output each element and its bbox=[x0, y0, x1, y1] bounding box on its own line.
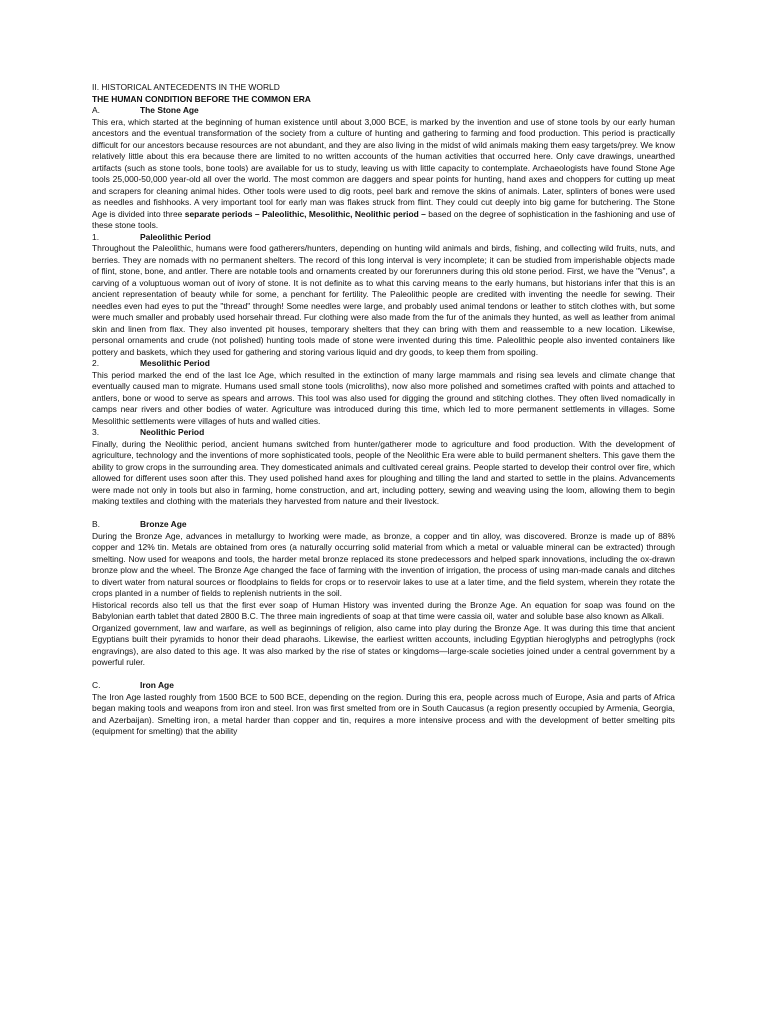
paleolithic-paragraph: Throughout the Paleolithic, humans were food gatherers/hunters, depending on hunting wild animals and birds, fishing, and collecting wild fruits, nuts, and berries. They are nomads with no permanent shelters. The record of this long interval is very incomplete; it can be studied from imperishable objects made of flint, stone, bone, and antler. There are notable tools and ornaments created by our forerunners during this old stone period. First, we have the "Venus", a carving of a voluptuous woman out of ivory of stone. It is not definite as to what this carving means to the early humans, but historians infer that this is an ancient representation of beauty while for some, a penchant for fertility. The Paleolithic people are credited with inventing the needle for sewing. Their needles even had eyes to put the "thread" through! Some needles were large, and probably used animal tendons or leather to stitch clothes with, but some were much smaller and probably used horsehair thread. Fur clothing were also made from the fur of the animals they hunted, as well as leather from animal skin and linen from flax. They also invented pit houses, temporary shelters that they can bring with them and reassemble to a new location. Likewise, personal ornaments and crude (not polished) hunting tools made of stone were invented during this time. Paleolithic people also invented containers like pottery and baskets, which they used for gathering and storing various liquid and dry goods, to keep them from spoiling. bbox=[92, 243, 675, 357]
iron-age-heading bbox=[92, 680, 675, 692]
bronze-age-heading bbox=[92, 519, 675, 531]
spacer bbox=[92, 669, 675, 681]
neolithic-title: Neolithic Period bbox=[140, 427, 205, 437]
iron-age-title: Iron Age bbox=[140, 680, 174, 690]
mesolithic-number: 2. bbox=[92, 358, 100, 368]
bronze-age-paragraph-2: Historical records also tell us that the first ever soap of Human History was invented during the Bronze Age. An equation for soap was found on the Babylonian earth tablet that dated 2800 B.C. The three main ingredients of soap at that time were cassia oil, water and soluble base also known as Alkali. bbox=[92, 599, 675, 621]
section-heading: THE HUMAN CONDITION BEFORE THE COMMON ERA bbox=[92, 93, 311, 104]
mesolithic-title: Mesolithic Period bbox=[140, 358, 210, 368]
paleolithic-title: Paleolithic Period bbox=[140, 231, 211, 242]
stone-age-letter: A. bbox=[92, 105, 100, 115]
bronze-age-paragraph-3: Organized government, law and warfare, as well as beginnings of religion, also came into play during the Bronze Age. It was during this time that ancient Egyptians built their pyramids to honor their dead pharaohs. Likewise, the earliest written accounts, including Egyptian hieroglyphs and petroglyphs (rock engravings), are also dated to this age. It was also marked by the rise of states or kingdoms—large-scale societies joined under a central government by a powerful ruler. bbox=[92, 622, 675, 667]
spacer bbox=[92, 508, 675, 520]
bronze-age-letter: B. bbox=[92, 519, 100, 529]
stone-age-title: The Stone Age bbox=[140, 105, 199, 115]
mesolithic-heading bbox=[92, 358, 675, 370]
paleolithic-heading bbox=[92, 232, 675, 244]
bronze-age-paragraph-1: During the Bronze Age, advances in metallurgy to lworking were made, as bronze, a copper and tin alloy, was discovered. Bronze is made up of 88% copper and 12% tin. Metals are obtained from ores (a naturally occurring solid material from which a metal or valuable mineral can be extracted) through smelting. Now used for weapons and tools, the harder metal bronze replaced its stone predecessors and helped spark innovations, including the ox-drawn bronze plow and the wheel. The Bronze Age changed the face of farming with the invention of irrigation, the process of using man-made canals and ditches to divert water from natural sources or floodplains to fields for crops or to reservoir lakes to use at a later time, and the field system, wherein they rotate the crops planted in a number of fields to replenish nutrients in the soil. bbox=[92, 530, 675, 598]
stone-age-text-start: This era, which started at the beginning of human existence until about 3,000 BCE, is marked by the invention and use of stone tools by our early human ancestors and the eventual transformation of the society from a culture of hunting and gathering to farming and food production. This period is practically difficult for our ancestors because resources are not abundant, and they are also living in the midst of wild animals making them easy targets/prey. We know relatively little about this era because there are limited to no written accounts of the human activities that occurred here. Only cave drawings, unearthed artifacts (such as stone tools, bone tools) are available for us to study, leaving us with little capacity to contemplate. Archaeologists have found Stone Age tools 25,000-50,000 year-old all over the world. The most common are daggers and spear points for hunting, hand axes and choppers for cutting up meat and scrapers for cleaning animal hides. Other tools were used to dig roots, peel bark and remove the skins of animals. Later, splinters of bones were used as needles and fishhooks. A very important tool for early man was flakes struck from flint. They could cut deeply into big game for butchering. The Stone Age is divided into three bbox=[92, 116, 675, 219]
chapter-heading: II. HISTORICAL ANTECEDENTS IN THE WORLD bbox=[92, 82, 280, 92]
document-body bbox=[92, 82, 675, 738]
iron-age-paragraph: The Iron Age lasted roughly from 1500 BCE to 500 BCE, depending on the region. During this era, people across much of Europe, Asia and parts of Africa began making tools and weapons from iron and steel. Iron was first smelted from ore in South Caucasus (a region presently occupied by Armenia, Georgia, and Azerbaijan). Smelting iron, a metal harder than copper and tin, requires a more intensive process and with the development of better smelting pits (equipment for smelting) that the ability bbox=[92, 691, 675, 736]
stone-age-heading bbox=[92, 105, 675, 117]
stone-age-paragraph bbox=[92, 117, 675, 232]
iron-age-letter: C. bbox=[92, 680, 101, 690]
neolithic-number: 3. bbox=[92, 427, 100, 437]
bronze-age-title: Bronze Age bbox=[140, 519, 187, 529]
stone-age-periods-bold: separate periods – Paleolithic, Mesolithic, Neolithic period – bbox=[184, 208, 426, 219]
neolithic-heading bbox=[92, 427, 675, 439]
paleolithic-number: 1. bbox=[92, 231, 100, 242]
neolithic-paragraph: Finally, during the Neolithic period, ancient humans switched from hunter/gatherer mode to agriculture and food production. With the development of agriculture, technology and the inventions of more sophisticated tools, people of the Neolithic Era were able to build permanent shelters. This gave them the ability to grow crops in the surrounding area. They domesticated animals and cultivated cereal grains. People started to develop their control over fire, which allowed for different uses soon after this. They used polished hand axes for ploughing and tilling the land and started to settle in the plains. Advancements were made not only in tools but also in farming, home construction, and art, including pottery, sewing and weaving using the loom, allowing them to begin making textiles and clothing with the materials they harvested from nature and their livestock. bbox=[92, 438, 675, 506]
stone-age-text-end: based on the degree of sophistication in the fashioning and use of these stone tools. bbox=[92, 208, 675, 230]
mesolithic-paragraph: This period marked the end of the last Ice Age, which resulted in the extinction of many large mammals and rising sea levels and climate change that eventually caused man to migrate. Humans used small stone tools (microliths), now also more polished and sometimes crafted with points and attached to antlers, bone or wood to serve as spears and arrows. This tool was also used for digging the ground and stitching clothes. They often lived nomadically in camps near rivers and other bodies of water. Agriculture was introduced during this time, which led to more permanent settlements in villages. Some Mesolithic settlements were villages of huts and walled cities. bbox=[92, 369, 675, 426]
